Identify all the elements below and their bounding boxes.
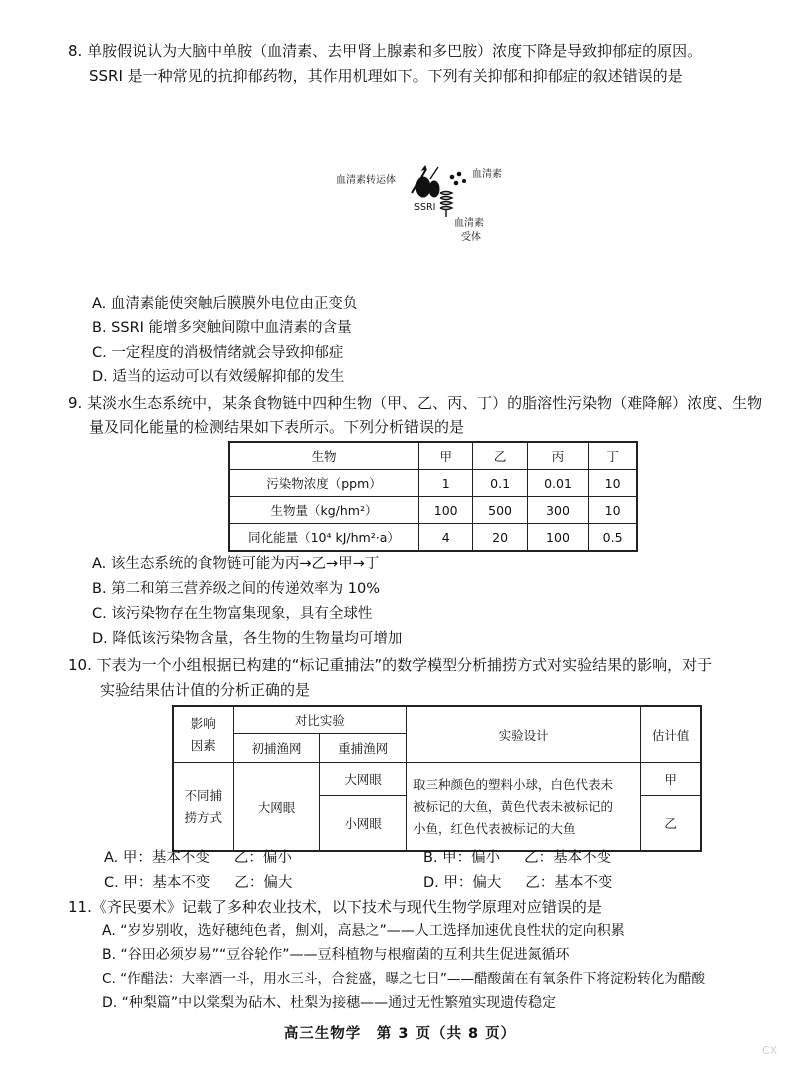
q9-option-d: D. 降低该污染物含量，各生物的生物量均可增加 (92, 631, 403, 647)
q11-option-b: B. “谷田必须岁易”“豆谷轮作”——豆科植物与根瘤菌的互利共生促进氮循环 (102, 947, 570, 963)
table-cell: 0.01 (527, 470, 588, 497)
table-cell: 100 (419, 497, 473, 524)
table-row (173, 763, 701, 796)
table-cell: 10 (589, 497, 637, 524)
header-factor-2: 因素 (190, 737, 216, 753)
corner-watermark: CX (762, 1044, 778, 1057)
q9-stem-line1: 9. 某淡水生态系统中，某条食物链中四种生物（甲、乙、丙、丁）的脂溶性污染物（难降解）浓度、生物 (68, 394, 763, 412)
table-cell: 20 (473, 524, 527, 552)
table-header-cell: 丙 (527, 442, 588, 470)
q9-option-a: A. 该生态系统的食物链可能为丙→乙→甲→丁 (92, 556, 380, 572)
figure-label-receptor-2: 受体 (461, 232, 481, 243)
q9-option-b: B. 第二和第三营养级之间的传递效率为 10% (92, 581, 381, 597)
table-header-cell: 生物 (229, 442, 419, 470)
table-cell: 10 (589, 470, 637, 497)
cell-estimate-1: 甲 (641, 763, 701, 796)
table-header-cell: 甲 (419, 442, 473, 470)
q10-option-b (423, 847, 611, 869)
cell-recap-big: 大网眼 (320, 763, 407, 796)
q10-option-a-1: A. 甲：基本不变 (104, 850, 210, 866)
q8-stem-line2: SSRI 是一种常见的抗抑郁药物，其作用机理如下。下列有关抑郁和抑郁症的叙述错误的是 (89, 67, 683, 85)
table-row (229, 524, 637, 552)
q10-option-c-1: C. 甲：基本不变 (104, 875, 211, 891)
q10-option-b-1: B. 甲：偏小 (423, 850, 501, 866)
table-cell: 0.5 (589, 524, 637, 552)
q8-option-c: C. 一定程度的消极情绪就会导致抑郁症 (92, 345, 344, 361)
receptor-coil (440, 192, 452, 218)
figure-label-receptor-1: 血清素 (454, 218, 484, 229)
cell-big-mesh: 大网眼 (233, 763, 320, 852)
q10-option-c (104, 872, 292, 894)
q8-option-a: A. 血清素能使突触后膜膜外电位由正变负 (92, 296, 358, 312)
q10-option-b-2: 乙：基本不变 (524, 850, 612, 866)
q8-stem-line1: 8. 单胺假说认为大脑中单胺（血清素、去甲肾上腺素和多巴胺）浓度下降是导致抑郁症的原因。 (68, 42, 703, 60)
ssri-mechanism-figure (330, 155, 530, 250)
header-first-net: 初捕渔网 (233, 734, 320, 763)
table-header-row (173, 706, 701, 734)
table-cell: 污染物浓度（ppm） (229, 470, 419, 497)
table-cell: 1 (419, 470, 473, 497)
q10-option-d-2: 乙：基本不变 (525, 875, 613, 891)
q10-stem-line2: 实验结果估计值的分析正确的是 (100, 681, 311, 699)
cell-method-1: 不同捕 (184, 787, 223, 803)
q9-stem-line2: 量及同化能量的检测结果如下表所示。下列分析错误的是 (89, 418, 465, 436)
page-footer: 高三生物学 第 3 页（共 8 页） (283, 1026, 517, 1042)
table-cell: 300 (527, 497, 588, 524)
header-recap-net: 重捕渔网 (320, 734, 407, 763)
header-factor (173, 706, 233, 763)
table-header-row (229, 442, 637, 470)
figure-label-serotonin: 血清素 (472, 169, 502, 180)
q10-option-c-2: 乙：偏大 (234, 875, 293, 891)
cell-design (407, 763, 641, 852)
q11-option-a: A. “岁岁别收，选好穗纯色者，劁刈，高悬之”——人工选择加速优良性状的定向积累 (102, 923, 625, 939)
q10-option-a-2: 乙：偏小 (233, 850, 292, 866)
transporter-shape (412, 166, 439, 197)
q11-option-d: D. “种梨篇”中以棠梨为砧木、杜梨为接穗——通过无性繁殖实现遗传稳定 (102, 995, 557, 1011)
table-cell: 500 (473, 497, 527, 524)
q8-option-b: B. SSRI 能增多突触间隙中血清素的含量 (92, 320, 352, 336)
cell-estimate-2: 乙 (641, 796, 701, 852)
q10-option-d-1: D. 甲：偏大 (423, 875, 502, 891)
table-header-cell: 乙 (473, 442, 527, 470)
serotonin-dots (450, 172, 466, 186)
table-cell: 100 (527, 524, 588, 552)
q9-option-c: C. 该污染物存在生物富集现象，具有全球性 (92, 606, 373, 622)
table-cell: 生物量（kg/hm²） (229, 497, 419, 524)
q10-experiment-table (172, 705, 702, 852)
header-estimate: 估计值 (641, 706, 701, 763)
header-design: 实验设计 (407, 706, 641, 763)
header-factor-1: 影响 (190, 715, 216, 731)
header-contrast: 对比实验 (233, 706, 406, 734)
table-cell: 4 (419, 524, 473, 552)
table-row (229, 470, 637, 497)
figure-label-ssri: SSRI (414, 202, 436, 213)
design-line-3: 小鱼，红色代表被标记的大鱼 (413, 820, 576, 836)
table-cell: 同化能量（10⁴ kJ/hm²·a） (229, 524, 419, 552)
cell-method-2: 捞方式 (184, 809, 223, 825)
cell-method (173, 763, 233, 852)
q10-option-a (104, 847, 292, 869)
q11-stem: 11.《齐民要术》记载了多种农业技术，以下技术与现代生物学原理对应错误的是 (68, 898, 602, 916)
table-header-cell: 丁 (589, 442, 637, 470)
table-cell: 0.1 (473, 470, 527, 497)
q10-option-d (423, 872, 612, 894)
cell-recap-small: 小网眼 (320, 796, 407, 852)
figure-label-transporter: 血清素转运体 (336, 175, 396, 186)
design-line-1: 取三种颜色的塑料小球，白色代表未 (413, 776, 614, 792)
q10-stem-line1: 10. 下表为一个小组根据已构建的“标记重捕法”的数学模型分析捕捞方式对实验结果的影响，对于 (68, 656, 713, 674)
q11-option-c: C. “作醋法：大率酒一斗，用水三斗，合瓮盛，曝之七日”——醋酸菌在有氧条件下将淀粉转化为醋酸 (102, 971, 706, 987)
q8-option-d: D. 适当的运动可以有效缓解抑郁的发生 (92, 369, 345, 385)
table-row (229, 497, 637, 524)
design-line-2: 被标记的大鱼，黄色代表未被标记的 (413, 798, 614, 814)
q9-data-table (228, 441, 638, 552)
